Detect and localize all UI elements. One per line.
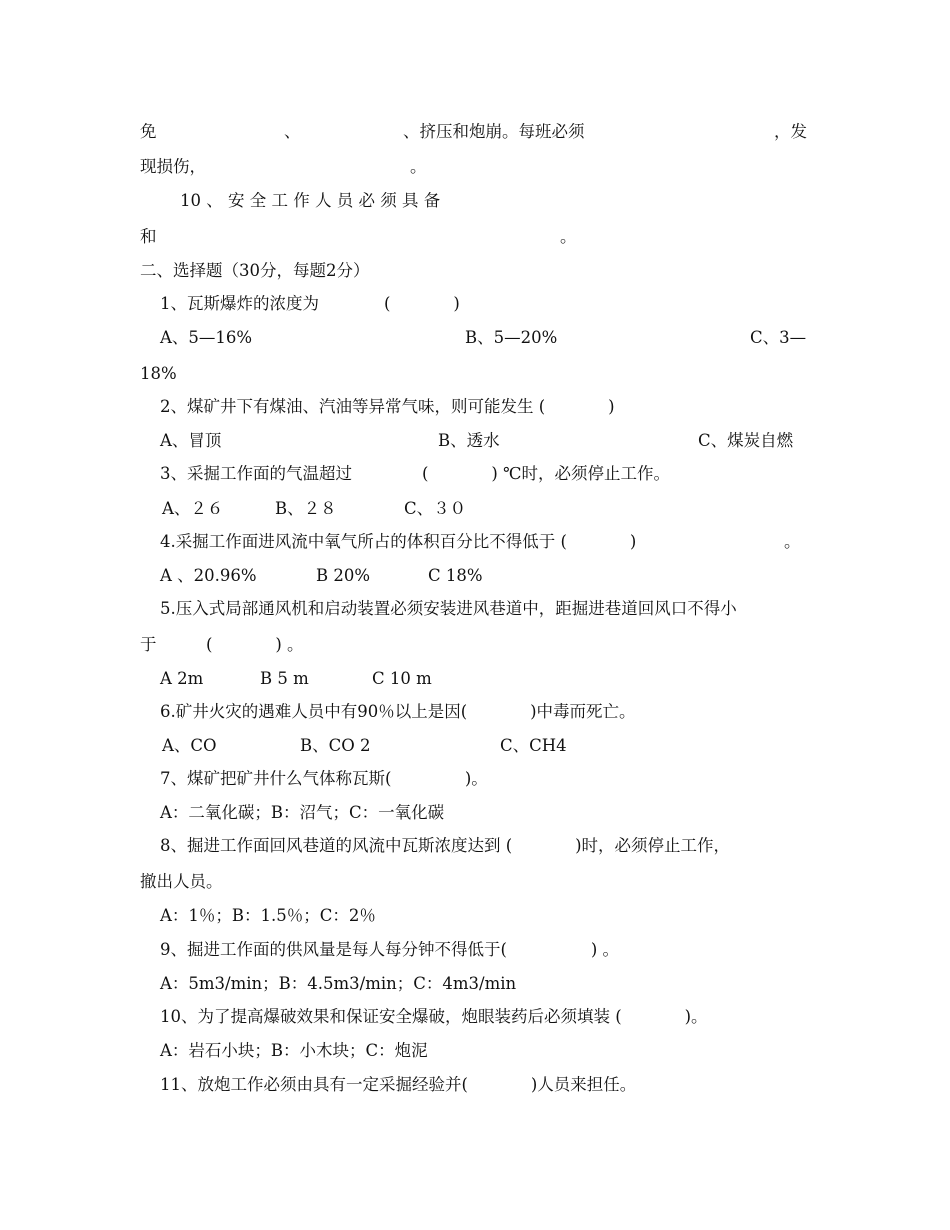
- answer-blank: ( ) ℃时，必须停止工作。: [422, 464, 671, 483]
- option-c: C、CH4: [500, 736, 567, 755]
- question-10: 10、为了提高爆破效果和保证安全爆破，炮眼装药后必须填装 ( )。: [160, 1007, 708, 1026]
- question-6: 6.矿井火灾的遇难人员中有90％以上是因( )中毒而死亡。: [160, 702, 636, 721]
- option-b: B、CO 2: [300, 736, 371, 755]
- option-a: A 、20.96%: [160, 566, 257, 585]
- option-b: B 20%: [316, 566, 371, 585]
- option-c: C 10 m: [372, 669, 432, 688]
- question-8: 8、掘进工作面回风巷道的风流中瓦斯浓度达到 ( )时，必须停止工作，: [160, 836, 731, 855]
- options: A：5m3/min；B：4.5m3/min；C：4m3/min: [160, 974, 517, 993]
- option-c: C 18%: [428, 566, 483, 585]
- question-3: 3、采掘工作面的气温超过: [160, 464, 352, 483]
- text-line: 。: [784, 532, 801, 551]
- text-line: 、: [284, 122, 301, 141]
- option-b: B、透水: [438, 431, 500, 450]
- options: A：岩石小块；B：小木块；C：炮泥: [160, 1041, 428, 1060]
- options: A：1％；B：1.5％；C：2％: [160, 906, 376, 925]
- answer-blank: ( ) 。: [206, 635, 304, 654]
- question-5-cont: 于: [140, 635, 157, 654]
- option-a: A、２６: [162, 499, 224, 518]
- question-7: 7、煤矿把矿井什么气体称瓦斯( )。: [160, 769, 488, 788]
- question-9: 9、掘进工作面的供风量是每人每分钟不得低于( ) 。: [160, 940, 620, 959]
- option-b: B、5—20%: [465, 328, 558, 347]
- question-11: 11、放炮工作必须由具有一定采掘经验并( )人员来担任。: [160, 1075, 637, 1094]
- question-2: 2、煤矿井下有煤油、汽油等异常气味，则可能发生 ( ): [160, 397, 615, 416]
- question-8-cont: 撤出人员。: [140, 872, 223, 891]
- option-a: A、5—16%: [160, 328, 253, 347]
- options: A：二氧化碳；B：沼气；C：一氧化碳: [160, 803, 445, 822]
- text-line: 免: [140, 122, 157, 141]
- text-line: 10 、 安 全 工 作 人 员 必 须 具 备: [180, 191, 441, 210]
- text-line: 。: [410, 157, 427, 176]
- option-c-cont: 18%: [140, 364, 177, 383]
- question-5: 5.压入式局部通风机和启动装置必须安装进风巷道中，距掘进巷道回风口不得小: [160, 599, 737, 618]
- text-line: 和: [140, 227, 157, 246]
- option-a: A 2m: [160, 669, 204, 688]
- text-line: 。: [560, 227, 577, 246]
- option-c: C、煤炭自燃: [698, 431, 794, 450]
- text-line: 、挤压和炮崩。每班必须: [403, 122, 585, 141]
- text-line: 现损伤，: [140, 157, 206, 176]
- option-b: B、２８: [275, 499, 337, 518]
- question-4: 4.采掘工作面进风流中氧气所占的体积百分比不得低于 ( ): [160, 532, 637, 551]
- question-1: 1、瓦斯爆炸的浓度为: [160, 294, 319, 313]
- option-c: C、3—: [750, 328, 807, 347]
- option-a: A、冒顶: [160, 431, 222, 450]
- section-heading: 二、选择题（30分，每题2分）: [140, 261, 370, 280]
- answer-blank: ( ): [384, 294, 460, 313]
- text-line: ，发: [774, 122, 807, 141]
- option-b: B 5 m: [260, 669, 309, 688]
- option-a: A、CO: [162, 736, 217, 755]
- option-c: C、３０: [404, 499, 467, 518]
